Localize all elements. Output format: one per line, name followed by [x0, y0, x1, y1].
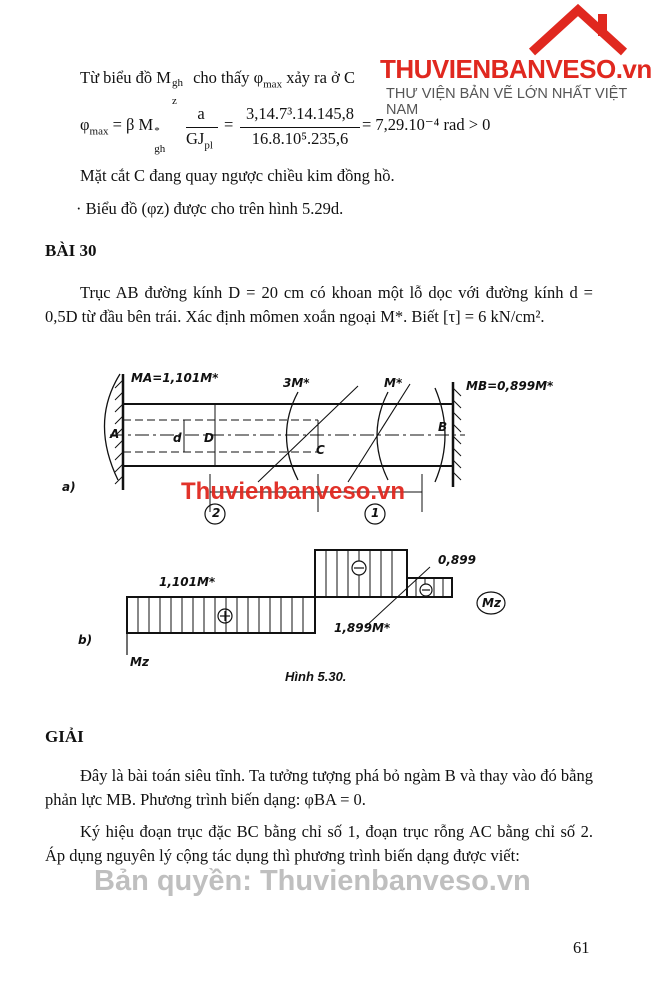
label-dim-d: d — [173, 431, 182, 445]
text-fragment: GJ — [186, 129, 205, 148]
text-line-4: · Biểu đồ (φz) được cho trên hình 5.29d. — [76, 199, 344, 218]
text-line-3: Mặt cắt C đang quay ngược chiều kim đồng hồ. — [80, 166, 395, 185]
page-number: 61 — [573, 938, 590, 957]
paragraph-notation: Ký hiệu đoạn trục đặc BC bằng chỉ số 1, đoạn trục rỗng AC bằng chỉ số 2. Áp dụng nguyên lý cộng tác dụng thì phương trình biến dạng được viết: — [45, 822, 593, 865]
label-1101: 1,101M* — [159, 575, 216, 589]
frac2-den: 16.8.10⁵.235,6 — [251, 129, 349, 148]
sub: z — [171, 95, 177, 107]
label-point-a: A — [110, 427, 120, 441]
watermark-brand: THUVIENBANVESO.vn — [380, 54, 652, 84]
label-m: M* — [384, 376, 403, 390]
label-1899: 1,899M* — [334, 621, 391, 635]
heading-bai-30: BÀI 30 — [45, 241, 97, 260]
sub: max — [263, 78, 283, 91]
house-roof-icon — [372, 0, 656, 60]
label-a: a) — [62, 480, 76, 494]
watermark-copyright: Bản quyền: Thuvienbanveso.vn — [94, 865, 531, 897]
frac1-num: a — [197, 104, 205, 123]
sub: pl — [204, 139, 213, 152]
figure-5-30 — [50, 362, 570, 662]
label-mz-circle: Mz — [482, 596, 501, 610]
heading-giai: GIẢI — [45, 727, 84, 746]
label-mb: MB=0,899M* — [466, 379, 554, 393]
paragraph-problem: Trục AB đường kính D = 20 cm có khoan một lỗ dọc với đường kính d = 0,5D từ đầu bên trái. Xác định mômen xoắn ngoại M*. Biết [τ] = 6 kN/cm². — [45, 283, 593, 326]
frac2-num: 3,14.7³.14.145,8 — [245, 104, 355, 123]
axis-mz: Mz — [130, 655, 149, 669]
figure-caption: Hình 5.30. — [285, 669, 347, 684]
watermark-tagline: THƯ VIỆN BẢN VẼ LỚN NHẤT VIỆT NAM — [386, 86, 628, 118]
label-segment-2: 2 — [212, 506, 221, 520]
watermark-center: Thuvienbanveso.vn — [181, 478, 406, 505]
paragraph-intro: Đây là bài toán siêu tĩnh. Ta tưởng tượng phá bỏ ngàm B và thay vào đó bằng phản lực MB. Phương trình biến dạng: φBA = 0. — [45, 766, 593, 809]
text-fragment: Biểu đồ (φz) được cho trên hình 5.29d. — [85, 199, 344, 218]
text-fragment: = β M — [112, 115, 154, 134]
watermark-logo — [372, 0, 656, 118]
equals-sign: = — [224, 115, 234, 134]
sub: max — [89, 125, 109, 138]
formula-result: = 7,29.10⁻⁴ rad > 0 — [362, 115, 491, 134]
sup: gh — [171, 77, 183, 89]
text-fragment: cho thấy φ — [188, 68, 264, 87]
formula-phi-max — [80, 113, 171, 155]
frac1-den — [186, 127, 228, 157]
text-fragment: Từ biểu đồ M — [80, 68, 171, 87]
label-b: b) — [78, 633, 93, 647]
label-0899: 0,899 — [438, 553, 476, 567]
text-fragment: φ — [80, 115, 90, 134]
label-ma: MA=1,101M* — [131, 371, 219, 385]
text-fragment: xảy ra ở C — [282, 68, 355, 87]
sub: gh — [154, 143, 166, 155]
label-point-c: C — [316, 443, 325, 457]
sup: * — [154, 125, 160, 137]
label-3m: 3M* — [283, 376, 310, 390]
label-segment-1: 1 — [371, 506, 380, 520]
label-dim-D: D — [204, 431, 214, 445]
label-point-b: B — [438, 420, 448, 434]
text-line-1 — [80, 66, 355, 107]
